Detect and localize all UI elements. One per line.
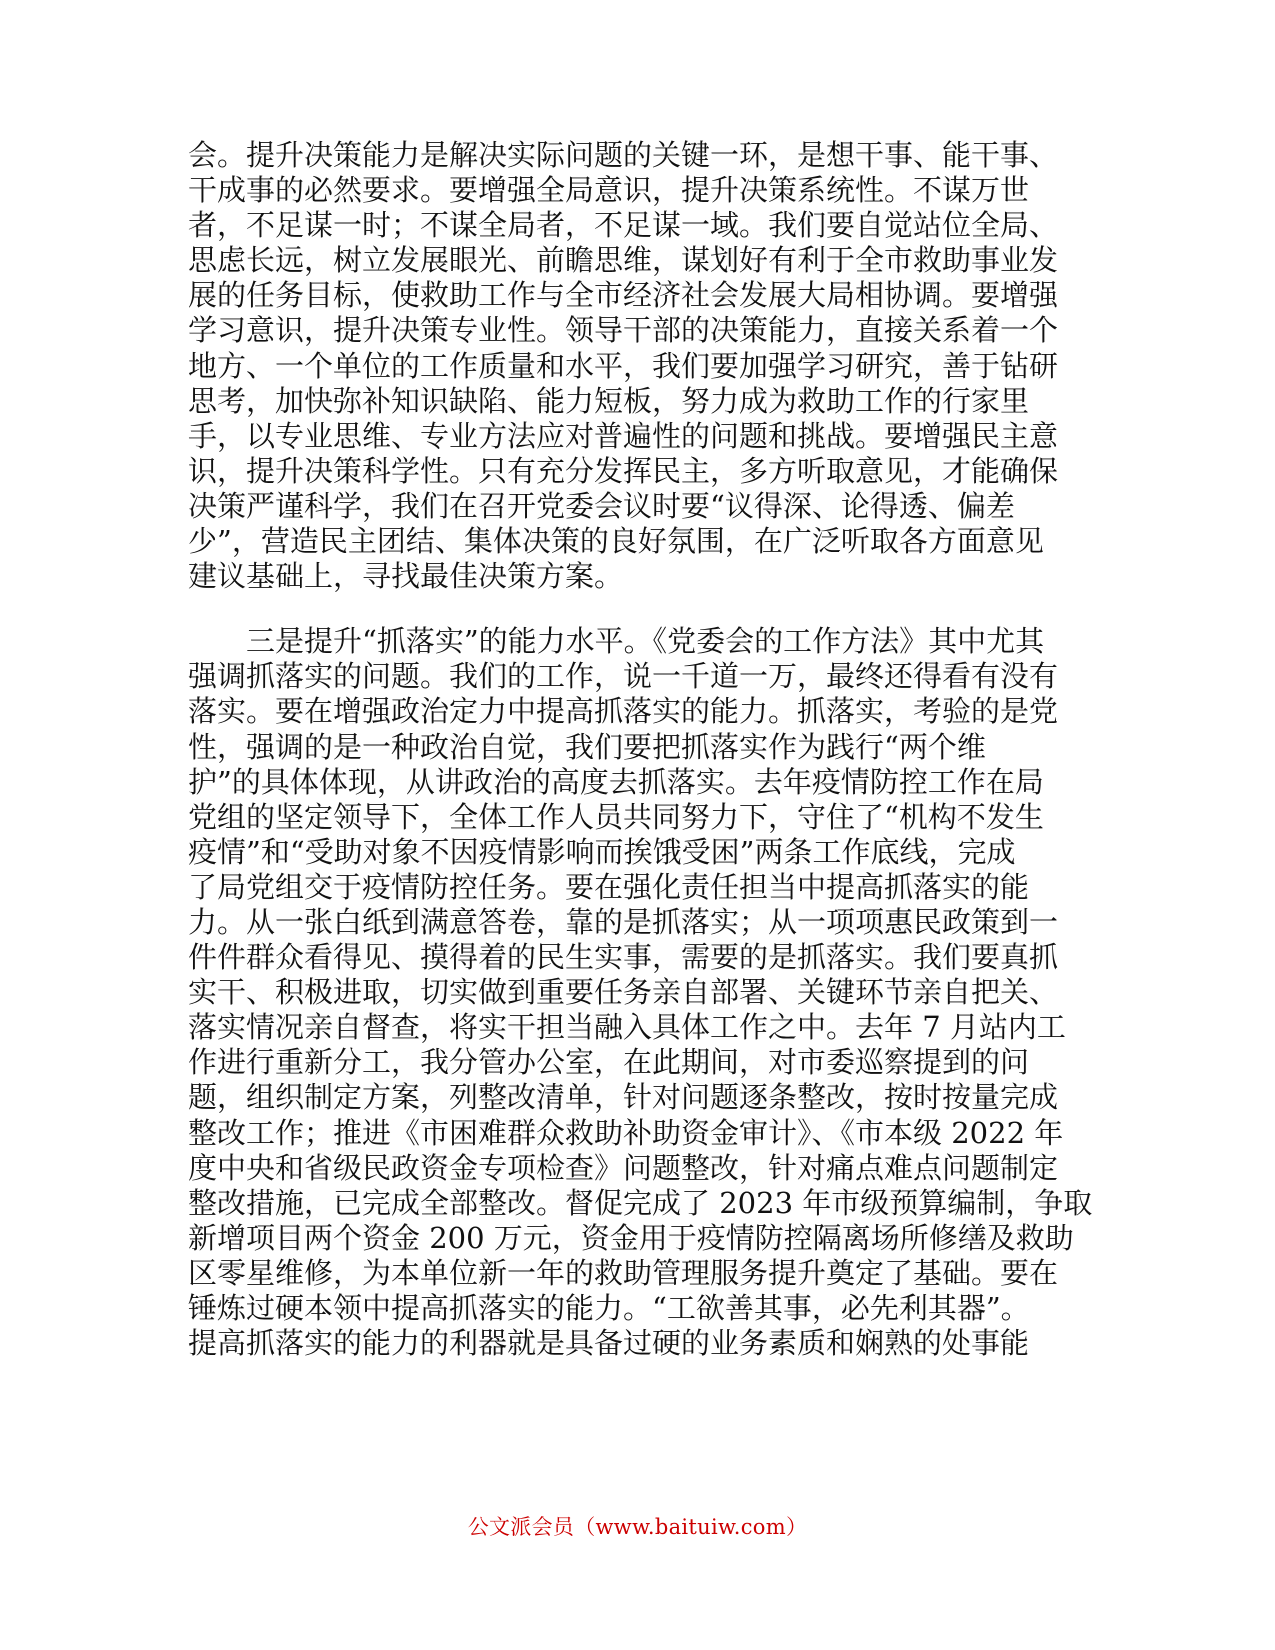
paragraph-line: 度中央和省级民政资金专项检查》问题整改，针对痛点难点问题制定 [188, 1150, 1059, 1185]
paragraph-line: 干成事的必然要求。要增强全局意识，提升决策系统性。不谋万世 [188, 173, 1030, 208]
paragraph-line: 少”，营造民主团结、集体决策的良好氛围，在广泛听取各方面意见 [188, 524, 1044, 559]
paragraph-line: 实干、积极进取，切实做到重要任务亲自部署、关键环节亲自把关、 [188, 975, 1059, 1010]
paragraph-line: 疫情”和“受助对象不因疫情影响而挨饿受困”两条工作底线，完成 [188, 834, 1016, 869]
paragraph-line: 学习意识，提升决策专业性。领导干部的决策能力，直接关系着一个 [188, 313, 1059, 348]
paragraph-line: 题，组织制定方案，列整改清单，针对问题逐条整改，按时按量完成 [188, 1080, 1059, 1115]
paragraph-line: 了局党组交于疫情防控任务。要在强化责任担当中提高抓落实的能 [188, 869, 1030, 904]
paragraph-line: 落实。要在增强政治定力中提高抓落实的能力。抓落实，考验的是党 [188, 694, 1059, 729]
paragraph-line: 思虑长远，树立发展眼光、前瞻思维，谋划好有利于全市救助事业发 [188, 243, 1059, 278]
paragraph-line: 性，强调的是一种政治自觉，我们要把抓落实作为践行“两个维 [188, 729, 986, 764]
paragraph-line: 作进行重新分工，我分管办公室，在此期间，对市委巡察提到的问 [188, 1045, 1030, 1080]
paragraph-line: 整改工作；推进《市困难群众救助补助资金审计》、《市本级 2022 年 [188, 1115, 1064, 1150]
paragraph-line: 会。提升决策能力是解决实际问题的关键一环，是想干事、能干事、 [188, 138, 1059, 172]
paragraph-line: 三是提升“抓落实”的能力水平。《党委会的工作方法》其中尤其 [246, 624, 1045, 659]
document-body [188, 138, 1093, 1361]
paragraph-line: 件件群众看得见、摸得着的民生实事，需要的是抓落实。我们要真抓 [188, 940, 1059, 975]
paragraph-line: 思考，加快弥补知识缺陷、能力短板，努力成为救助工作的行家里 [188, 383, 1030, 418]
paragraph-line: 建议基础上，寻找最佳决策方案。 [188, 559, 624, 594]
paragraph-line: 锤炼过硬本领中提高抓落实的能力。“工欲善其事，必先利其器”。 [188, 1291, 1030, 1325]
paragraph-line: 强调抓落实的问题。我们的工作，说一千道一万，最终还得看有没有 [188, 659, 1059, 694]
paragraph-line: 区零星维修，为本单位新一年的救助管理服务提升奠定了基础。要在 [188, 1255, 1059, 1290]
paragraph-line: 者，不足谋一时；不谋全局者，不足谋一域。我们要自觉站位全局、 [188, 208, 1059, 243]
paragraph-line: 手，以专业思维、专业方法应对普遍性的问题和挑战。要增强民主意 [188, 418, 1059, 453]
paragraph-line: 决策严谨科学，我们在召开党委会议时要“议得深、论得透、偏差 [188, 488, 1015, 523]
paragraph-line: 落实情况亲自督查，将实干担当融入具体工作之中。去年 7 月站内工 [188, 1010, 1066, 1045]
paragraph-line: 整改措施，已完成全部整改。督促完成了 2023 年市级预算编制，争取 [188, 1185, 1093, 1220]
paragraph-line: 党组的坚定领导下，全体工作人员共同努力下，守住了“机构不发生 [188, 799, 1044, 834]
paragraph-1 [188, 138, 1078, 594]
paragraph-line: 提高抓落实的能力的利器就是具备过硬的业务素质和娴熟的处事能 [188, 1326, 1030, 1361]
paragraph-line: 护”的具体体现，从讲政治的高度去抓落实。去年疫情防控工作在局 [188, 764, 1044, 799]
paragraph-line: 地方、一个单位的工作质量和水平，我们要加强学习研究，善于钻研 [188, 348, 1059, 383]
paragraph-line: 展的任务目标，使救助工作与全市经济社会发展大局相协调。要增强 [188, 278, 1059, 313]
paragraph-2 [188, 624, 1093, 1361]
paragraph-line: 力。从一张白纸到满意答卷，靠的是抓落实；从一项项惠民政策到一 [188, 904, 1059, 939]
footer-watermark: 公文派会员（www.baituiw.com） [467, 1515, 808, 1539]
paragraph-line: 识，提升决策科学性。只有充分发挥民主，多方听取意见，才能确保 [188, 453, 1059, 488]
paragraph-line: 新增项目两个资金 200 万元，资金用于疫情防控隔离场所修缮及救助 [188, 1220, 1074, 1255]
